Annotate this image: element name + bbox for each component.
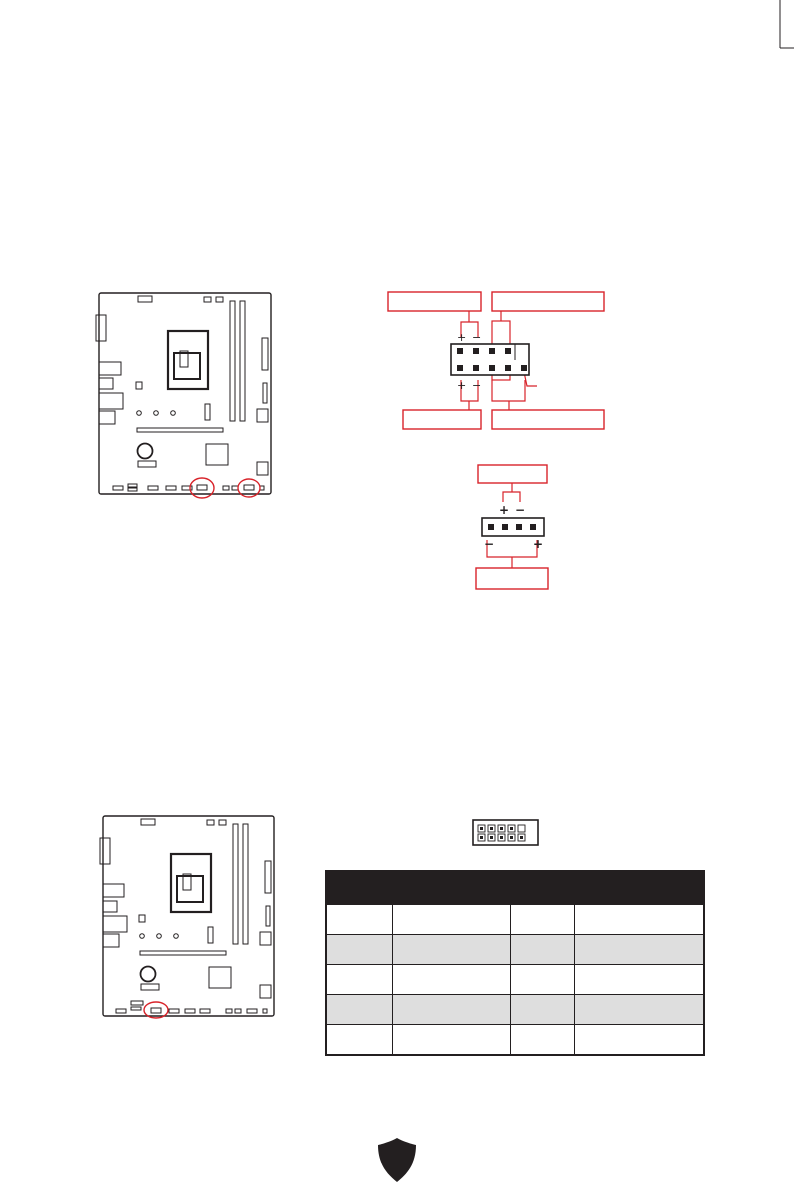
label-box-upper [478, 465, 547, 483]
table-cell [510, 935, 574, 965]
label-box-top-right [492, 292, 604, 311]
polarity-top-right: − [472, 331, 482, 344]
motherboard-diagram-top [96, 293, 271, 494]
table-cell [392, 965, 510, 995]
table-cell [326, 965, 392, 995]
four-pin-polarity-bottom-right: + [533, 537, 544, 551]
highlight-circles-top [190, 478, 260, 498]
table-cell [326, 905, 392, 935]
four-pin-polarity-top-left: + [499, 503, 510, 517]
motherboard-diagram-bottom [100, 816, 274, 1016]
table-cell [326, 935, 392, 965]
table-row [326, 995, 704, 1025]
table-header-cell [510, 871, 574, 905]
table-cell [574, 935, 704, 965]
four-pin-polarity-top-right: − [515, 503, 526, 517]
table-cell [392, 905, 510, 935]
table-header-row [326, 871, 704, 905]
table-header-cell [574, 871, 704, 905]
table-cell [574, 905, 704, 935]
table-row [326, 935, 704, 965]
table-cell [392, 935, 510, 965]
table-cell [392, 995, 510, 1025]
table-row [326, 905, 704, 935]
table-row [326, 1025, 704, 1056]
label-box-bottom-right [492, 410, 604, 429]
table-cell [510, 1025, 574, 1056]
table-cell [510, 995, 574, 1025]
table-cell [326, 995, 392, 1025]
four-pin-polarity-bottom-left: − [484, 537, 495, 551]
table-cell [392, 1025, 510, 1056]
polarity-top-left: + [457, 331, 467, 344]
nine-pin-header-diagram [473, 820, 538, 845]
label-box-bottom-left [403, 410, 481, 429]
table-cell [574, 965, 704, 995]
table-header-cell [326, 871, 392, 905]
table-cell [326, 1025, 392, 1056]
polarity-bottom-left: + [457, 379, 467, 392]
cut-corner-icon [780, 0, 794, 48]
table-cell [510, 905, 574, 935]
table-cell [510, 965, 574, 995]
table-row [326, 965, 704, 995]
polarity-bottom-right: − [472, 379, 482, 392]
pin-definition-table [325, 870, 705, 1056]
front-panel-pin-diagram [388, 292, 604, 429]
table-cell [574, 995, 704, 1025]
shield-logo-icon [378, 1138, 416, 1182]
label-box-lower [476, 568, 548, 589]
label-box-top-left [388, 292, 481, 311]
table-cell [574, 1025, 704, 1056]
table-header-cell [392, 871, 510, 905]
four-pin-header-diagram [476, 465, 548, 589]
